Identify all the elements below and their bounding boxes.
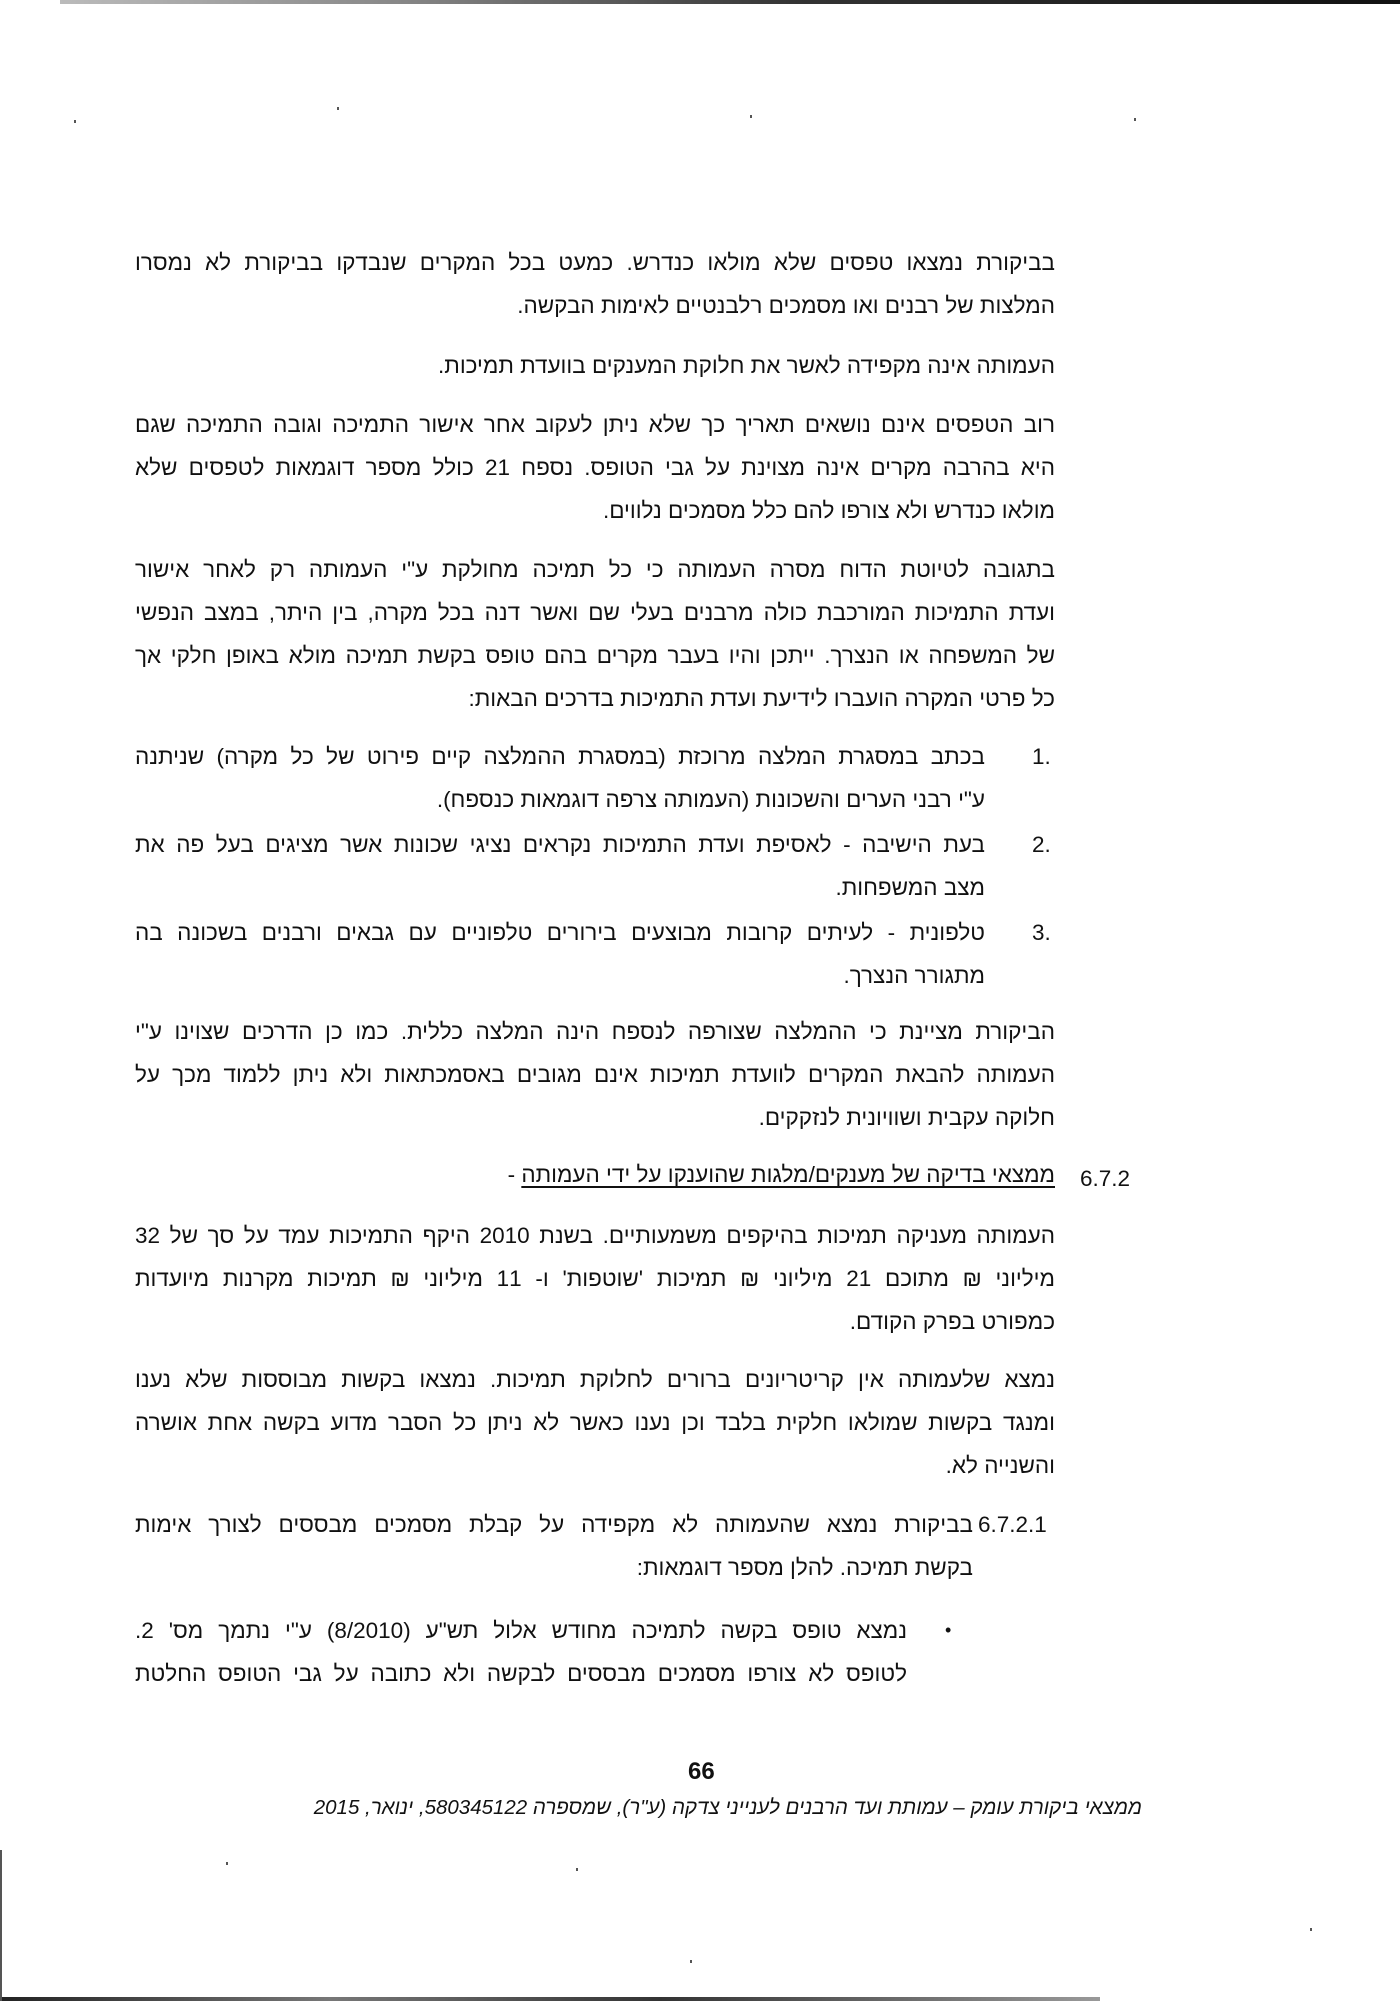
section-number: 6.7.2 bbox=[1080, 1166, 1131, 1191]
list-item bbox=[135, 911, 985, 997]
scan-speck bbox=[74, 120, 76, 123]
paragraph-findings-forms bbox=[135, 241, 1055, 327]
text-line: מולאו כנדרש ולא צורפו להם כלל מסמכים נלווים. bbox=[602, 498, 1055, 523]
paragraph-forms-undated bbox=[135, 403, 1055, 532]
text-line: ועדת התמיכות המורכבת כולה מרבנים בעלי שם ואשר דנה בכל מקרה, בין היתר, במצב הנפשי bbox=[135, 600, 1055, 625]
scan-speck bbox=[576, 1868, 578, 1871]
text-line: בכתב במסגרת המלצה מרוכזת (במסגרת ההמלצה קיים פירוט של כל מקרה) שניתנה bbox=[135, 744, 985, 769]
scan-edge-left bbox=[0, 1850, 2, 2001]
bullet-icon: • bbox=[945, 1620, 952, 1640]
text-line: כל פרטי המקרה הועברו לידיעת ועדת התמיכות בדרכים הבאות: bbox=[468, 686, 1055, 711]
scan-speck bbox=[1310, 1928, 1312, 1931]
scan-speck bbox=[226, 1862, 228, 1865]
text-line: בקשת תמיכה. להלן מספר דוגמאות: bbox=[636, 1555, 973, 1580]
scan-speck bbox=[690, 1960, 692, 1963]
paragraph-audit-notes bbox=[135, 1010, 1055, 1139]
subsection-text bbox=[135, 1503, 973, 1589]
bullet-item bbox=[135, 1609, 907, 1695]
text-line: של המשפחה או הנצרך. ייתכן והיו בעבר מקרים בהם טופס בקשת תמיכה מולא באופן חלקי אך bbox=[135, 643, 1055, 668]
subsection-number: 6.7.2.1 bbox=[978, 1512, 1047, 1537]
paragraph-response bbox=[135, 548, 1055, 720]
scan-speck bbox=[750, 115, 752, 118]
text-line: מתגורר הנצרך. bbox=[843, 963, 985, 988]
scan-edge-top bbox=[60, 0, 1400, 4]
text-line: בביקורת נמצאו טפסים שלא מולאו כנדרש. כמעט בכל המקרים שנבדקו בביקורת לא נמסרו bbox=[135, 250, 1055, 275]
text-line: טלפונית - לעיתים קרובות מבוצעים בירורים טלפוניים עם גבאים ורבנים בשכונה בה bbox=[135, 920, 985, 945]
text-line: מיליוני ₪ מתוכם 21 מיליוני ₪ תמיכות 'שוטפות' ו- 11 מיליוני ₪ תמיכות מקרנות מיועדות bbox=[135, 1266, 1055, 1291]
text-line: בעת הישיבה - לאסיפת ועדת התמיכות נקראים נציגי שכונות אשר מציגים בעל פה את bbox=[135, 832, 985, 857]
paragraph-criteria bbox=[135, 1358, 1055, 1487]
text-line: ומנגד בקשות שמולאו חלקית בלבד וכן נענו כאשר לא ניתן כל הסבר מדוע בקשה אחת אושרה bbox=[135, 1410, 1055, 1435]
text-line: נמצא טופס בקשה לתמיכה מחודש אלול תש"ע (8/2010) ע"י נתמך מס' 2. bbox=[135, 1618, 907, 1643]
text-line: העמותה מעניקה תמיכות בהיקפים משמעותיים. בשנת 2010 היקף התמיכות עמד על סך של 32 bbox=[135, 1223, 1056, 1248]
section-title: ממצאי בדיקה של מענקים/מלגות שהוענקו על ידי העמותה bbox=[521, 1162, 1055, 1187]
list-number: 2. bbox=[1032, 832, 1051, 857]
section-heading bbox=[508, 1162, 1055, 1188]
page-number-text: 66 bbox=[688, 1758, 715, 1785]
text-line: העמותה אינה מקפידה לאשר את חלוקת המענקים בוועדת תמיכות. bbox=[438, 353, 1055, 378]
text-line: כמפורט בפרק הקודם. bbox=[849, 1309, 1055, 1334]
text-line: נמצא שלעמותה אין קריטריונים ברורים לחלוקת תמיכות. נמצאו בקשות מבוססות שלא נענו bbox=[135, 1367, 1055, 1392]
scan-speck bbox=[337, 107, 339, 110]
page-footer: ממצאי ביקורת עומק – עמותת ועד הרבנים לענייני צדקה (ע"ר), שמספרה 580345122, ינואר, 2015 bbox=[313, 1796, 1142, 1819]
paragraph-support-volume bbox=[135, 1214, 1055, 1343]
text-line: והשנייה לא. bbox=[945, 1453, 1055, 1478]
text-line: חלוקה עקבית ושוויונית לנזקקים. bbox=[758, 1105, 1055, 1130]
list-item bbox=[135, 735, 985, 821]
text-line: העמותה להבאת המקרים לוועדת תמיכות אינם מגובים באסמכתאות ולא ניתן ללמוד מכך על bbox=[135, 1062, 1055, 1087]
paragraph-approval bbox=[135, 344, 1055, 387]
list-number: 3. bbox=[1032, 920, 1051, 945]
text-line: רוב הטפסים אינם נושאים תאריך כך שלא ניתן לעקוב אחר אישור התמיכה וגובה התמיכה שגם bbox=[135, 412, 1055, 437]
section-title-suffix: - bbox=[507, 1162, 516, 1187]
list-number: 1. bbox=[1032, 744, 1051, 769]
text-line: מצב המשפחות. bbox=[835, 875, 985, 900]
text-line: לטופס לא צורפו מסמכים מבססים לבקשה ולא כתובה על גבי הטופס החלטת bbox=[135, 1661, 907, 1686]
text-line: בתגובה לטיוטת הדוח מסרה העמותה כי כל תמיכה מחולקת ע"י העמותה רק לאחר אישור bbox=[135, 557, 1055, 582]
scan-edge-bottom bbox=[0, 1997, 1100, 2001]
text-line: ע"י רבני הערים והשכונות (העמותה צרפה דוגמאות כנספח). bbox=[436, 787, 985, 812]
text-line: היא בהרבה מקרים אינה מצוינת על גבי הטופס. נספח 21 כולל מספר דוגמאות לטפסים שלא bbox=[135, 455, 1055, 480]
scan-speck bbox=[1134, 118, 1136, 121]
list-item bbox=[135, 823, 985, 909]
text-line: הביקורת מציינת כי ההמלצה שצורפה לנספח הינה המלצה כללית. כמו כן הדרכים שצוינו ע"י bbox=[135, 1019, 1055, 1044]
text-line: המלצות של רבנים ואו מסמכים רלבנטיים לאימות הבקשה. bbox=[517, 293, 1055, 318]
text-line: בביקורת נמצא שהעמותה לא מקפידה על קבלת מסמכים מבססים לצורך אימות bbox=[135, 1512, 973, 1537]
